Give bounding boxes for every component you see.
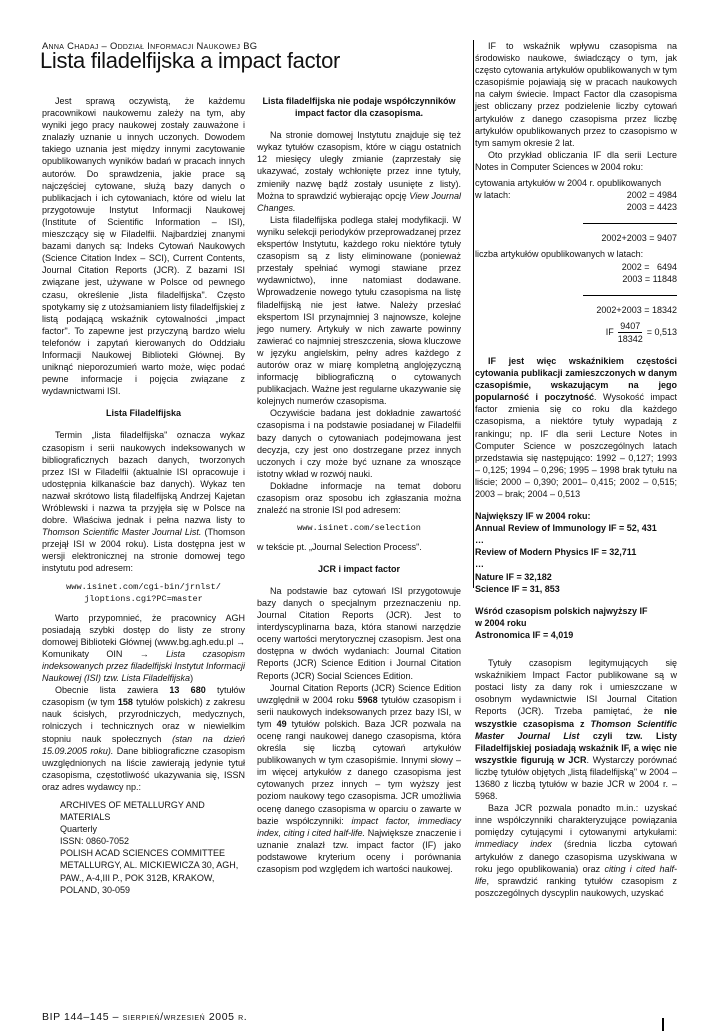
address-line: METALLURGY, AL. MICKIEWICZA 30, AGH,	[60, 860, 239, 871]
text: Warto przypomnieć, że pracownicy AGH posiadają szybki dostęp do listy ze strony domowej Biblioteki Głównej (www.bg.agh.edu.pl → Komunikaty OIN →	[42, 612, 245, 659]
url-line[interactable]: www.isinet.com/cgi-bin/jrnlst/	[66, 581, 221, 592]
address-line: ARCHIVES OF METALLURGY AND	[60, 799, 205, 810]
calc-value: 2002 = 6494	[621, 261, 677, 272]
bold-heading: Lista filadelfijska nie podaje współczynników impact factor dla czasopisma.	[262, 96, 456, 119]
paragraph-if-def: IF to wskaźnik wpływu czasopisma na środowisko naukowe, świadczący o tym, jak często cytowania artykułów opublikowanych w tym czasopiśmie pojawiają się w pracach naukowych na całym świecie. Impact Factor dla czasopisma jest obliczany przez podzielenie liczby cytowań artykułów z danego czasopisma przez liczbę artykułów opublikowanych przez to czasopismo w tym samym okresie 2 lat.	[475, 41, 677, 148]
paragraph-source: w tekście pt. „Journal Selection Process".	[257, 541, 422, 552]
calc-label: liczba artykułów opublikowanych w latach:	[475, 249, 644, 260]
address-line: Quarterly	[60, 824, 98, 835]
text: Obecnie lista zawiera	[55, 685, 170, 696]
bold-number: 13 680	[169, 685, 206, 696]
bold-italic-text: Thomson Scientific Master Journal List	[475, 718, 677, 741]
paragraph-evaluation: Oczywiście badana jest dokładnie zawartość czasopisma i na podstawie posiadanej w Filadelfii bazy danych o cytowaniach podejmowana jest decyzja, czy jest ono dostrzegane przez innych uczonych i czy może być uznane za wnoszące istotny wkład w rozwój nauki.	[257, 408, 461, 479]
calculation-articles	[475, 248, 677, 345]
paragraph-example: Oto przykład obliczania IF dla serii Lecture Notes in Computer Sciences w 2004 roku:	[475, 149, 677, 172]
stat-line: Science IF = 31, 853	[475, 583, 560, 594]
paragraph-count	[42, 684, 245, 793]
if-result: = 0,513	[646, 327, 677, 338]
text: tytułów polskich) z zakresu nauk ścisłych, przyrodniczych, medycznych, rolniczych i technicznych oraz w niewielkim stopniu nauk społecznych	[42, 697, 245, 744]
text: Na stronie domowej Instytutu znajduje się też wykaz tytułów czasopism, które w ciągu ostatnich 12 miesięcy uległy zmianie (zaprzestały się ukazywać, zostały wchłonięte przez inne tytuły, zmieniły nazwę bądź zostały usunięte z listy). Można to sprawdzić wybierając opcję	[257, 130, 461, 201]
calc-row	[475, 189, 677, 201]
address-line: MATERIALS	[60, 812, 111, 823]
bold-text: czyli tzw. Listy Filadelfijskiej posiadają wskaźnik IF, a więc nie wszystkie figurują w JCR	[475, 730, 677, 765]
address-example	[60, 799, 245, 896]
italic-text: Lista czasopism indeksowanych przez filadelfijski Instytut Informacji Naukowej (ISI) tzw. Lista Filadelfijska	[42, 648, 245, 684]
calc-label: cytowania artykułów w 2004 r. opublikowanych	[475, 178, 662, 189]
text: Journal Citation Reports (JCR) Science Edition uwzględnił w 2004 roku	[257, 682, 461, 705]
paragraph-if-meaning	[475, 355, 677, 500]
text: (średnia liczba cytowań artykułów z danego czasopisma uzyskiwana w roku jego opublikowania) oraz	[475, 839, 677, 874]
italic-text: impact factor, immediacy index, citing i cited half-life.	[257, 815, 461, 838]
stat-line: w 2004 roku	[475, 617, 527, 628]
polish-if-list	[475, 605, 677, 641]
url-line[interactable]: www.isinet.com/selection	[297, 523, 421, 534]
if-label: IF	[605, 327, 614, 338]
italic-text: (stan na dzień 15.09.2005 roku).	[42, 733, 245, 756]
stat-line: Review of Modern Physics IF = 32,711	[475, 547, 637, 558]
top-if-list	[475, 510, 677, 595]
text: Największe znaczenie i uznanie znalazł tzw. impact factor (IF) jako podstawowe kryterium oceny i porównania czasopism pod względem ich wartości naukowej.	[257, 827, 461, 875]
text: Baza JCR pozwala ponadto m.in.: uzyskać inne współczynniki charakteryzujące powiązania pomiędzy cytującymi i cytowanymi artykułami:	[475, 803, 677, 838]
text: . Wysokość impact factor zmienia się co roku dla każdego czasopisma, a niektóre tytuły wypadają z rankingu; np. IF dla serii Lecture Notes in Computer Science w poszczególnych latach przedstawia się następująco: 1992 – 0,127; 1993 – 0,125; 1994 – 0,296; 1995 – 1998 brak tytułu na liście; 2000 – 0,390; 2001– 0,415; 2002 – 0,515; 2003 – brak; 2004 – 0,513	[475, 392, 678, 499]
calc-value: 2003 = 4423	[626, 202, 677, 213]
if-formula	[475, 320, 677, 345]
stat-line: …	[475, 559, 484, 570]
if-denominator: 18342	[617, 333, 643, 344]
italic-text: citing i cited half-life	[475, 863, 677, 886]
bold-number: 49	[276, 718, 287, 729]
italic-text: immediacy index	[475, 839, 552, 850]
text: tytułów czasopism i serii naukowych indeksowanych przez bazy ISI, w tym	[257, 694, 461, 729]
text: . Wystarczy porównać liczbę tytułów objętych „listą filadelfijską" w 2004 – 13680 z liczbą tytułów w bazie JCR w 2004 r. – 5968.	[475, 754, 678, 802]
intro-paragraph: Jest sprawą oczywistą, że każdemu pracownikowi naukowemu zależy na tym, aby wyniki jego pracy naukowej zostały zauważone i znalazły uznanie u innych uczonych. Dowodem takiego uznania jest między innymi zacytowanie opublikowanych wyników badań w pracach innych autorów. Do sprawdzenia, jakie prace są najczęściej cytowane, służą bazy danych o publikacjach i ich cytowaniach, które od wielu lat przygotowuje Instytut Informacji Naukowej (Institute of Scientific Information – ISI), mieszczący się w Filadelfii. Najbardziej znanymi bazami danych są: Indeks Cytowań Naukowych (Science Citation Index – SCI), Current Contents, Journal Citation Reports (JCR). Z bazami ISI związane jest, używane w Polsce od pewnego czasu, określenie „lista filadelfijska". Często spotykamy się z utożsamianiem listy filadelfijskiej z listą podającą wskaźnik cytowalności „impact factor". To zapewne jest przyczyną bardzo wielu telefonów i zapytań kierowanych do Oddziału Informacji Naukowej Biblioteki Głównej. By uniknąć nieporozumień warto może, więc podać pewne informacje i pojęcia związane z wydawnictwami ISI.	[42, 96, 245, 397]
calc-value: 2002 = 4984	[626, 190, 677, 201]
text: Dane bibliograficzne czasopism uwzględnionych na liście zawierają jedynie tytuł czasopisma, częstotliwość ukazywania się, ISSN oraz adres wydawcy np.:	[42, 745, 245, 792]
paragraph-jcr: Na podstawie baz cytowań ISI przygotowuje bazy danych o specjalnym przeznaczeniu np. Journal Citation Reports (JCR). Jest to interdyscyplinarna baza, która stanowi narzędzie oceny wartości merytorycznej czasopism. Jest ona dostępna w dwóch wydaniach: Journal Citation Reports (JCR) Science Edition i Journal Citation Reports (JCR) Social Sciences Edition.	[257, 585, 461, 681]
if-numerator: 9407	[618, 320, 642, 333]
column-3	[475, 40, 677, 899]
italic-text: Thomson Scientific Master Journal List.	[42, 527, 202, 538]
calc-sum: 2002+2003 = 9407	[601, 233, 677, 244]
stat-line: Wśród czasopism polskich najwyższy IF	[475, 605, 648, 616]
address-line: ISSN: 0860-7052	[60, 836, 130, 847]
address-line: POLAND, 30-059	[60, 884, 131, 895]
paragraph-changes	[257, 129, 461, 214]
text: tytułów czasopism (w tym	[42, 685, 245, 708]
paragraph-jcr-list	[475, 657, 677, 802]
column-1	[42, 95, 245, 896]
bold-text: nie wszystkie czasopisma z	[475, 706, 677, 729]
text: (Thomson przejął ISI w 2004 roku). Lista dostępna jest w wersji elektronicznej na stronie domowej tego instytutu pod adresem:	[42, 527, 246, 574]
text: , sprawdzić ranking tytułów czasopism z poszczególnych dyscyplin naukowych, uzyskać	[475, 875, 677, 898]
column-divider	[473, 40, 474, 588]
page-footer: BIP 144–145 – sierpień/wrzesień 2005 r.	[42, 1011, 248, 1023]
stat-line: Nature IF = 32,182	[475, 571, 552, 582]
calc-rule	[583, 223, 677, 224]
url-block	[42, 581, 245, 606]
bold-text: IF jest więc wskaźnikiem częstości cytowania publikacji zamieszczonych w danym czasopiśmie, wskazującym na jego popularność i poczytność	[475, 355, 677, 403]
paragraph-details: Dokładne informacje na temat doboru czasopism oraz sposobu ich zgłaszania można znaleźć na stronie ISI pod adresem:	[257, 480, 461, 516]
page-end-mark	[662, 1018, 664, 1031]
calc-label: w latach:	[475, 190, 511, 201]
stat-line: Astronomica IF = 4,019	[475, 629, 574, 640]
bold-number: 5968	[357, 694, 378, 705]
page-title: Lista filadelfijska a impact factor	[40, 48, 341, 73]
paragraph-modification: Lista filadelfijska podlega stałej modyfikacji. W wyniku selekcji periodyków przeprowadzanej przez ekspertów Instytutu, każdego roku niektóre tytuły czasopism są z listy eliminowane (ponieważ przestały spełniać wymogi stawiane przez wydawnictwo), inne natomiast dodawane. Wprowadzenie nowego tytułu czasopisma na listę filadelfijską nie jest łatwe. Należy przesłać ekspertom ISI przynajmniej 3 najnowsze, kolejne jego numery. Artykuły w nich zawarte powinny zawierać co najmniej streszczenia, słowa kluczowe w języku angielskim, pełny adres każdego z autorów oraz w miarę kompletną anglojęzyczną informację bibliograficzną o cytowanych publikacjach. Ważne jest regularne ukazywanie się kolejnych numerów czasopisma.	[257, 214, 461, 407]
text: Tytuły czasopism legitymujących się wskaźnikiem Impact Factor publikowane są w postaci listy za dany rok i umieszczane w osobnym wydawnictwie ISI Journal Citation Reports (JCR). Trzeba pamiętać, że	[475, 658, 677, 717]
text: )	[190, 673, 194, 684]
stat-line: …	[475, 535, 484, 546]
section-heading-jcr: JCR i impact factor	[317, 563, 401, 574]
section-heading-lista: Lista Filadelfijska	[105, 408, 182, 419]
italic-text: View Journal Changes.	[257, 190, 461, 213]
calc-sum: 2002+2003 = 18342	[596, 304, 677, 315]
address-line: PAW., A-4,III P., POK 312B, KRAKOW,	[60, 872, 215, 883]
stat-line: Największy IF w 2004 roku:	[475, 511, 591, 522]
text: Termin „lista filadelfijska" oznacza wykaz czasopism i serii naukowych indeksowanych w bibliograficznych bazach danych, tworzonych przez ISI w Filadelfii (aktualnie ISI opracowuje i udostępnia kilkanaście baz danych). Wykaz ten nazwał skrótowo listą filadelfijską Andrzej Kajetan Wróblewski i nazwa ta przyjęła się w Polsce na dobre. Właściwa jednak i pełna nazwa listy to	[42, 430, 245, 526]
paragraph-jcr-more	[475, 802, 677, 899]
if-fraction	[618, 320, 643, 345]
url-line[interactable]: jloptions.cgi?PC=master	[84, 594, 203, 605]
paragraph-jcr-science	[257, 682, 461, 876]
address-line: POLISH ACAD SCIENCES COMMITTEE	[60, 848, 226, 859]
bold-number: 158	[117, 697, 133, 708]
calc-rule	[583, 295, 677, 296]
column-2	[257, 95, 461, 875]
calculation-citations	[475, 177, 677, 244]
paragraph-access	[42, 612, 245, 685]
calc-value: 2003 = 11848	[622, 273, 677, 284]
stat-line: Annual Review of Immunology IF = 52, 431	[475, 523, 657, 534]
author-line: Anna Chadaj – Oddział Informacji Naukowej BG	[42, 40, 258, 51]
paragraph-term	[42, 429, 245, 574]
text: tytułów polskich. Baza JCR pozwala na ocenę rangi naukowej danego czasopisma, która określa się liczbą cytowań artykułów publikowanych w tym czasopiśmie. Innymi słowy – im więcej artykułów z danego czasopisma jest cytowanych przez innych – tym wyższy jest poziom naukowy tego czasopisma. JCR umożliwia ocenę danego czasopisma w oparciu o zawarte w bazie współczynniki:	[257, 718, 461, 826]
